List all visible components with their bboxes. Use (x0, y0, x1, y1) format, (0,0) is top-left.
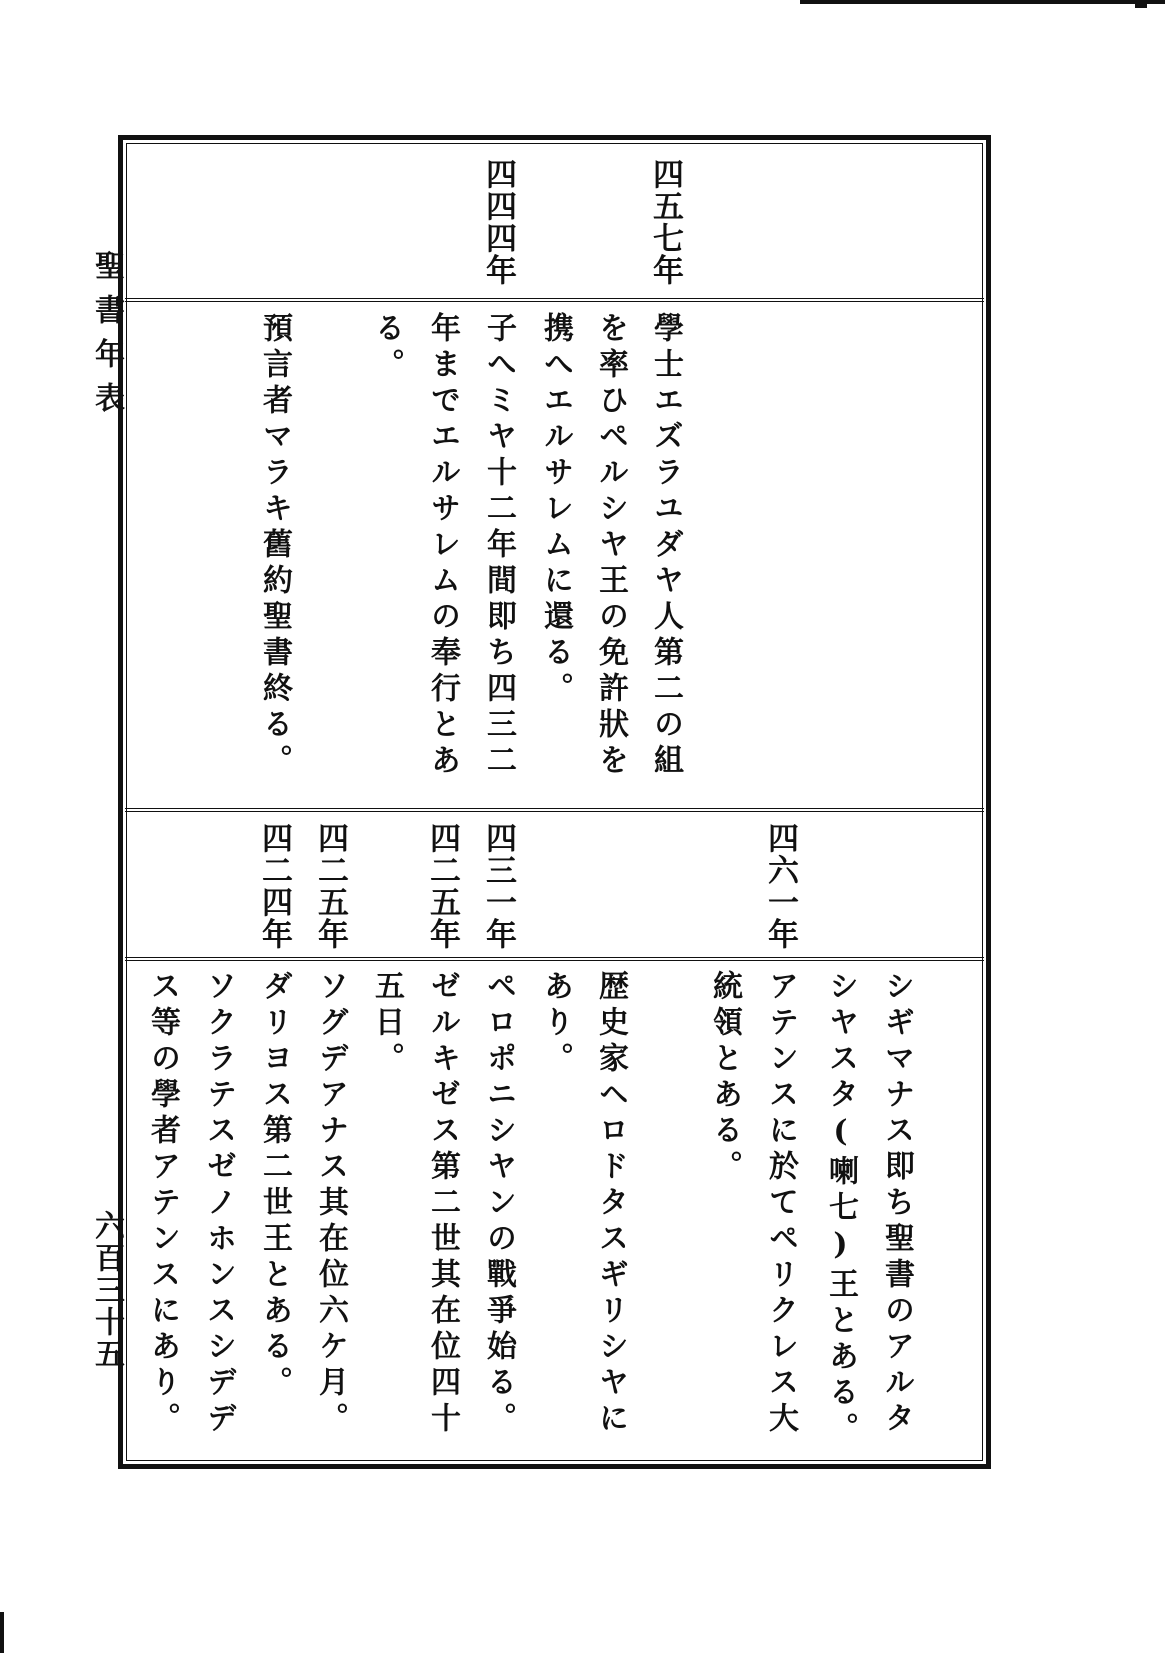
year-label: 四二五年 (312, 822, 348, 950)
event-line: 五日。 (369, 970, 404, 1078)
top-edge-rule (800, 0, 1165, 4)
event-line: ゼルキゼス第二世其在位四十 (425, 970, 460, 1438)
event-line: 子へミヤ十二年間即ち四三二 (481, 312, 516, 780)
row-divider (125, 808, 984, 812)
event-line: ダリヨス第二世王とある。 (257, 970, 292, 1402)
row-divider (125, 957, 984, 961)
year-label: 四二五年 (424, 822, 460, 950)
event-line: 學士エズラユダヤ人第二の組 (648, 312, 683, 780)
event-line: ソクラテスゼノホンスシデデ (201, 970, 236, 1438)
event-line: ペロポニシヤンの戰爭始る。 (481, 970, 516, 1438)
event-line: る。 (369, 312, 404, 384)
event-line: 歴史家ヘロドタスギリシヤに (593, 970, 628, 1438)
year-label: 四三一年 (480, 822, 516, 950)
year-label: 四二四年 (256, 822, 292, 950)
top-edge-mark (1135, 0, 1147, 8)
event-line: ス等の學者アテンスにあり。 (145, 970, 180, 1438)
event-line: アテンスに於てペリクレス大 (763, 970, 798, 1438)
year-label: 四六一年 (762, 822, 798, 950)
event-line: 年までエルサレムの奉行とあ (425, 312, 460, 780)
event-line: 携へエルサレムに還る。 (538, 312, 573, 708)
row-divider (125, 298, 984, 302)
running-title: 聖書年表 (89, 250, 124, 426)
page-number: 六百三十五 (89, 1210, 124, 1370)
event-line: シギマナス即ち聖書のアルタ (879, 970, 914, 1438)
event-line: 預言者マラキ舊約聖書終る。 (257, 312, 292, 780)
left-edge-mark (0, 1612, 4, 1653)
event-line: シヤスタ(喇七)王とある。 (823, 970, 858, 1448)
event-line: あり。 (538, 970, 573, 1078)
year-label: 四四四年 (480, 158, 516, 286)
event-line: ソグデアナス其在位六ケ月。 (313, 970, 348, 1438)
year-label: 四五七年 (647, 158, 683, 286)
event-line: 統領とある。 (707, 970, 742, 1186)
event-line: を率ひペルシヤ王の免許狀を (593, 312, 628, 780)
